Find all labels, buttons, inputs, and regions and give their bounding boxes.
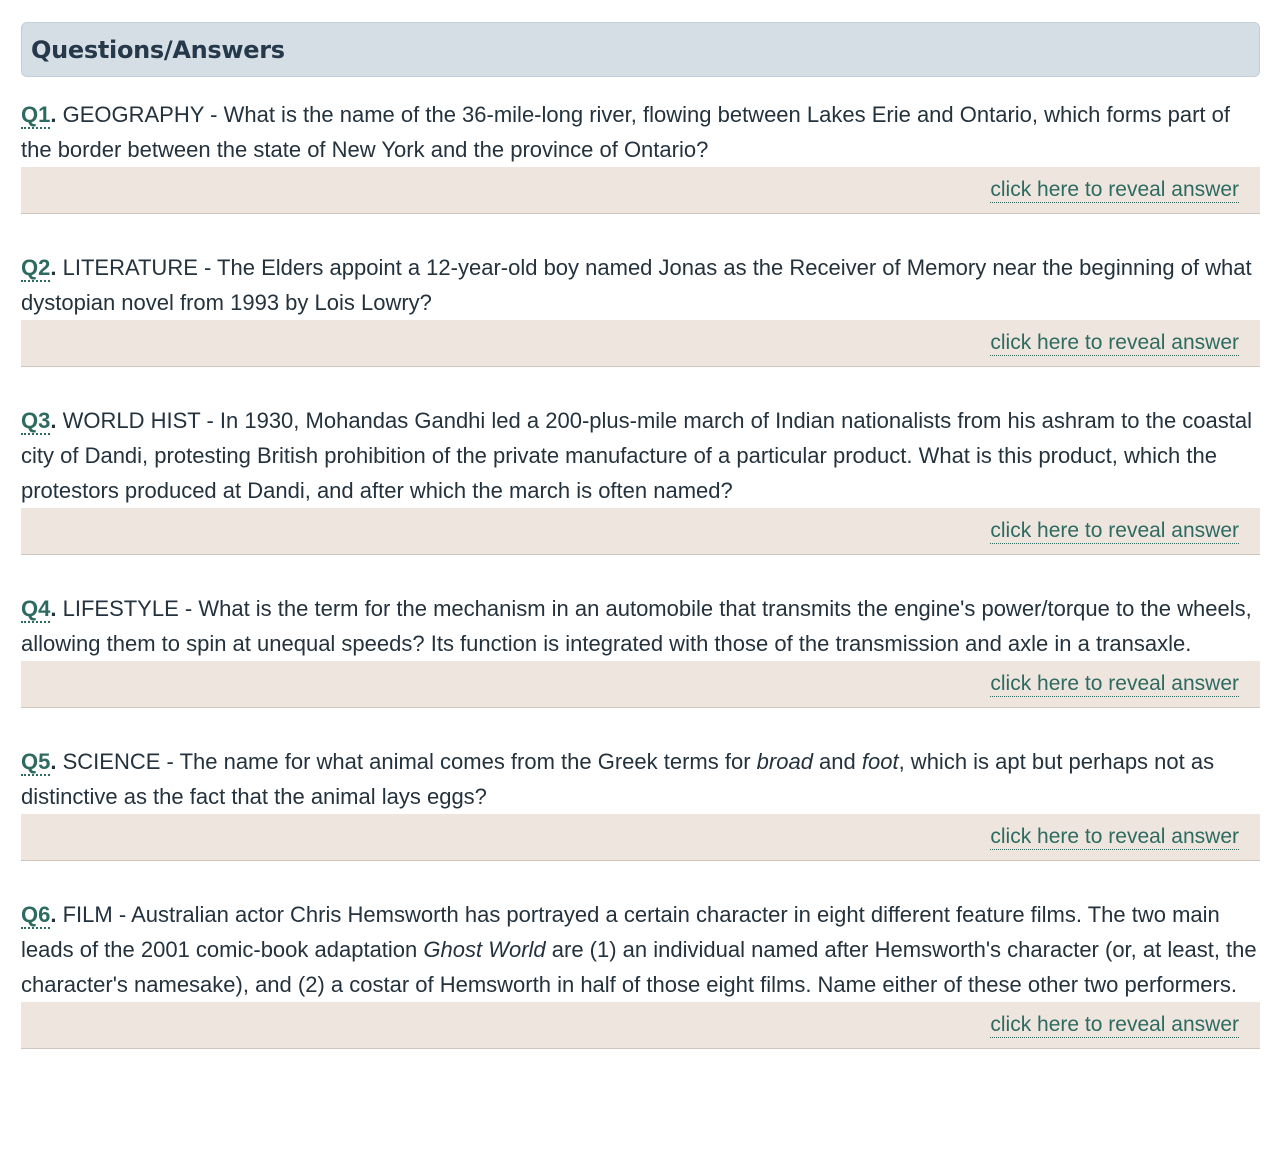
- reveal-answer-link[interactable]: click here to reveal answer: [990, 824, 1239, 848]
- reveal-answer-link[interactable]: click here to reveal answer: [990, 1012, 1239, 1036]
- answer-reveal-bar: [21, 661, 1260, 708]
- question-number-dot: .: [50, 408, 57, 433]
- reveal-answer-link[interactable]: click here to reveal answer: [990, 518, 1239, 542]
- question-number-link[interactable]: Q2: [21, 255, 51, 280]
- question-number-link[interactable]: Q1: [21, 102, 51, 127]
- question-number-link[interactable]: Q4: [21, 596, 51, 621]
- question-item: [21, 897, 1260, 1049]
- question-number-dot: .: [50, 255, 57, 280]
- question-item: [21, 591, 1260, 708]
- answer-reveal-bar: [21, 814, 1260, 861]
- section-header: [21, 22, 1260, 77]
- question-body: In 1930, Mohandas Gandhi led a 200-plus-mile march of Indian nationalists from his ashram to the coastal city of Dandi, protesting British prohibition of the private manufacture of a particular product. What is this product, which the protestors produced at Dandi, and after which the march is often named?: [21, 408, 1253, 503]
- question-number-link[interactable]: Q6: [21, 902, 51, 927]
- question-category: LITERATURE: [62, 255, 198, 280]
- question-body: What is the name of the 36-mile-long river, flowing between Lakes Erie and Ontario, which forms part of the border between the state of New York and the province of Ontario?: [21, 102, 1230, 162]
- question-body: , which is apt but perhaps not as distinctive as the fact that the animal lays eggs?: [21, 749, 1215, 809]
- question-text: Q1. GEOGRAPHY - What is the name of the 36-mile-long river, flowing between Lakes Erie and Ontario, which forms part of the border between the state of New York and the province of Ontario?: [21, 102, 1230, 162]
- question-text: Q2. LITERATURE - The Elders appoint a 12-year-old boy named Jonas as the Receiver of Memory near the beginning of what dystopian novel from 1993 by Lois Lowry?: [21, 255, 1252, 315]
- question-italic-term: broad: [756, 749, 813, 774]
- question-text: Q6. FILM - Australian actor Chris Hemsworth has portrayed a certain character in eight different feature films. The two main leads of the 2001 comic-book adaptation Ghost World are (1) an individual named after Hemsworth's character (or, at least, the character's namesake), and (2) a costar of Hemsworth in half of those eight films. Name either of these other two performers.: [21, 902, 1257, 997]
- question-list: [21, 97, 1260, 1049]
- question-italic-term: Ghost World: [423, 937, 546, 962]
- question-body: are (1) an individual named after Hemsworth's character (or, at least, the character's namesake), and (2) a costar of Hemsworth in half of those eight films. Name either of these other two performers.: [21, 937, 1257, 997]
- question-body: What is the term for the mechanism in an automobile that transmits the engine's power/torque to the wheels, allowing them to spin at unequal speeds? Its function is integrated with those of the transmission and axle in a transaxle.: [21, 596, 1252, 656]
- question-text: Q3. WORLD HIST - In 1930, Mohandas Gandhi led a 200-plus-mile march of Indian nationalists from his ashram to the coastal city of Dandi, protesting British prohibition of the private manufacture of a particular product. What is this product, which the protestors produced at Dandi, and after which the march is often named?: [21, 408, 1253, 503]
- question-category: FILM: [62, 902, 113, 927]
- question-item: [21, 97, 1260, 214]
- question-item: [21, 744, 1260, 861]
- question-text: Q5. SCIENCE - The name for what animal comes from the Greek terms for broad and foot, which is apt but perhaps not as distinctive as the fact that the animal lays eggs?: [21, 749, 1215, 809]
- question-item: [21, 250, 1260, 367]
- question-category: GEOGRAPHY: [62, 102, 205, 127]
- answer-reveal-bar: [21, 167, 1260, 214]
- answer-reveal-bar: [21, 1002, 1260, 1049]
- question-body: The name for what animal comes from the Greek terms for: [179, 749, 757, 774]
- question-number-dot: .: [50, 902, 57, 927]
- question-body: The Elders appoint a 12-year-old boy named Jonas as the Receiver of Memory near the beginning of what dystopian novel from 1993 by Lois Lowry?: [21, 255, 1252, 315]
- reveal-answer-link[interactable]: click here to reveal answer: [990, 177, 1239, 201]
- question-number-link[interactable]: Q3: [21, 408, 51, 433]
- question-category: WORLD HIST: [62, 408, 201, 433]
- question-category: LIFESTYLE: [62, 596, 179, 621]
- reveal-answer-link[interactable]: click here to reveal answer: [990, 671, 1239, 695]
- question-body: and: [812, 749, 862, 774]
- reveal-answer-link[interactable]: click here to reveal answer: [990, 330, 1239, 354]
- question-number-dot: .: [50, 596, 57, 621]
- question-body: Australian actor Chris Hemsworth has portrayed a certain character in eight different feature films. The two main leads of the 2001 comic-book adaptation: [21, 902, 1220, 962]
- question-category: SCIENCE: [62, 749, 161, 774]
- question-number-link[interactable]: Q5: [21, 749, 51, 774]
- question-number-dot: .: [50, 102, 57, 127]
- question-text: Q4. LIFESTYLE - What is the term for the mechanism in an automobile that transmits the engine's power/torque to the wheels, allowing them to spin at unequal speeds? Its function is integrated with those of the transmission and axle in a transaxle.: [21, 596, 1252, 656]
- question-item: [21, 403, 1260, 555]
- question-number-dot: .: [50, 749, 57, 774]
- section-title: Questions/Answers: [31, 35, 285, 64]
- question-italic-term: foot: [861, 749, 899, 774]
- answer-reveal-bar: [21, 508, 1260, 555]
- answer-reveal-bar: [21, 320, 1260, 367]
